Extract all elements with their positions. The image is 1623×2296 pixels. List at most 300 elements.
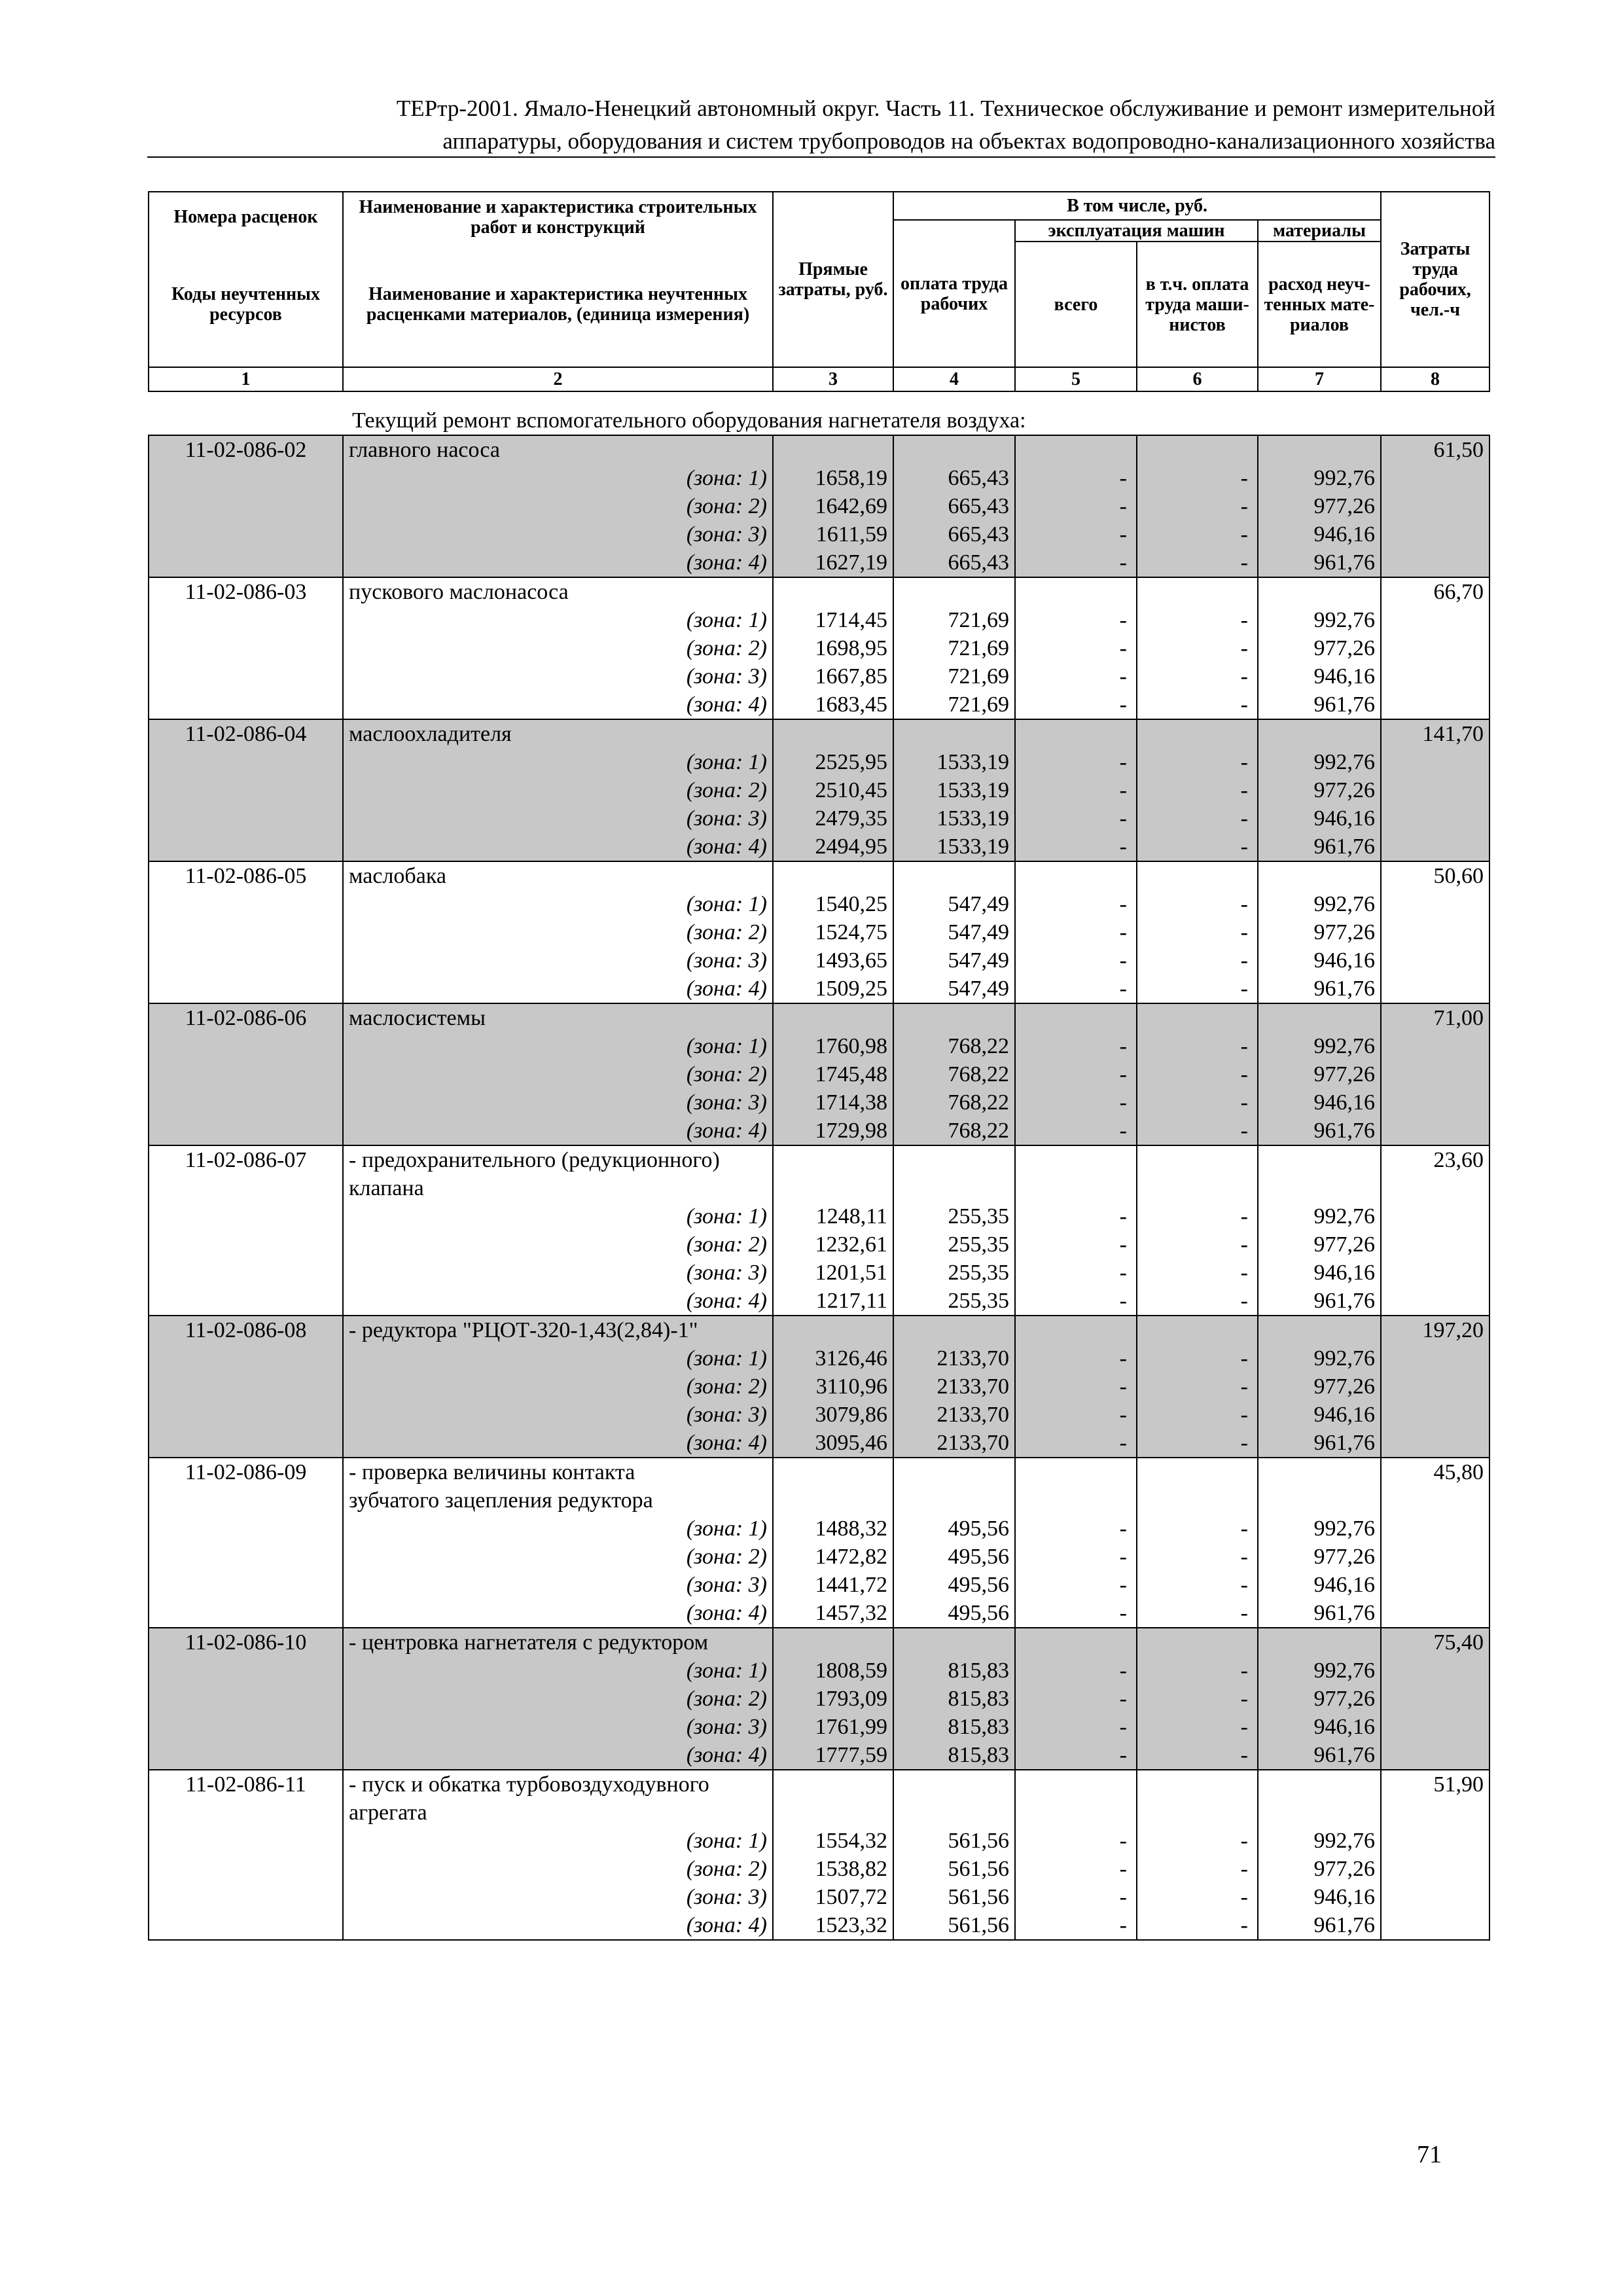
zone-label: (зона: 1) xyxy=(343,1032,773,1060)
machinist-pay: - xyxy=(1137,890,1258,918)
empty-cell xyxy=(1258,1458,1381,1486)
empty-cell xyxy=(1381,975,1489,1003)
machines-total: - xyxy=(1015,1543,1137,1571)
worker-pay: 815,83 xyxy=(893,1741,1015,1770)
machines-total: - xyxy=(1015,1429,1137,1458)
worker-pay: 815,83 xyxy=(893,1713,1015,1741)
zone-label: (зона: 4) xyxy=(343,1911,773,1940)
materials-cost: 992,76 xyxy=(1258,464,1381,492)
worker-pay: 561,56 xyxy=(893,1855,1015,1883)
zone-row xyxy=(149,1883,1489,1911)
machinist-pay: - xyxy=(1137,1372,1258,1401)
empty-cell xyxy=(149,1685,343,1713)
machinist-pay: - xyxy=(1137,1855,1258,1883)
zone-row xyxy=(149,1088,1489,1117)
materials-cost: 961,76 xyxy=(1258,975,1381,1003)
machinist-pay: - xyxy=(1137,662,1258,691)
machines-total: - xyxy=(1015,1088,1137,1117)
empty-cell xyxy=(1137,1770,1258,1799)
empty-cell xyxy=(1258,719,1381,748)
empty-cell xyxy=(1015,1770,1137,1799)
labor-cost: 71,00 xyxy=(1381,1003,1489,1032)
machinist-pay: - xyxy=(1137,776,1258,804)
rate-code: 11-02-086-09 xyxy=(149,1458,343,1486)
empty-cell xyxy=(893,1458,1015,1486)
machinist-pay: - xyxy=(1137,1515,1258,1543)
zone-label: (зона: 2) xyxy=(343,776,773,804)
worker-pay: 561,56 xyxy=(893,1911,1015,1940)
rate-name: - центровка нагнетателя с редуктором xyxy=(343,1628,773,1657)
running-header-line-2: аппаратуры, оборудования и систем трубопроводов на объектах водопроводно-канализационного хозяйства xyxy=(442,128,1495,154)
empty-cell xyxy=(1381,1515,1489,1543)
zone-label: (зона: 1) xyxy=(343,464,773,492)
zone-row xyxy=(149,1202,1489,1230)
materials-cost: 961,76 xyxy=(1258,1741,1381,1770)
rate-name: зубчатого зацепления редуктора xyxy=(343,1486,773,1515)
materials-cost: 946,16 xyxy=(1258,662,1381,691)
direct-cost: 1683,45 xyxy=(773,691,893,719)
direct-cost: 1488,32 xyxy=(773,1515,893,1543)
machines-total: - xyxy=(1015,1855,1137,1883)
rate-title-row xyxy=(149,577,1489,606)
rate-group xyxy=(149,435,1489,577)
empty-cell xyxy=(1381,1685,1489,1713)
zone-label: (зона: 3) xyxy=(343,1259,773,1287)
machinist-pay: - xyxy=(1137,1713,1258,1741)
zone-row xyxy=(149,1543,1489,1571)
empty-cell xyxy=(1381,833,1489,861)
machinist-pay: - xyxy=(1137,748,1258,776)
direct-cost: 1760,98 xyxy=(773,1032,893,1060)
zone-row xyxy=(149,1911,1489,1940)
empty-cell xyxy=(1381,1543,1489,1571)
zone-row xyxy=(149,890,1489,918)
zone-row xyxy=(149,1741,1489,1770)
rate-code: 11-02-086-07 xyxy=(149,1145,343,1174)
empty-cell xyxy=(773,1799,893,1827)
zone-row xyxy=(149,1230,1489,1259)
machines-total: - xyxy=(1015,548,1137,577)
empty-cell xyxy=(893,435,1015,464)
worker-pay: 495,56 xyxy=(893,1515,1015,1543)
direct-cost: 3079,86 xyxy=(773,1401,893,1429)
labor-cost: 23,60 xyxy=(1381,1145,1489,1174)
empty-cell xyxy=(1258,577,1381,606)
empty-cell xyxy=(149,1713,343,1741)
empty-cell xyxy=(1015,1003,1137,1032)
worker-pay: 768,22 xyxy=(893,1032,1015,1060)
empty-cell xyxy=(1381,520,1489,548)
empty-cell xyxy=(773,719,893,748)
worker-pay: 721,69 xyxy=(893,662,1015,691)
empty-cell xyxy=(149,748,343,776)
empty-cell xyxy=(149,1344,343,1372)
empty-cell xyxy=(149,1372,343,1401)
zone-label: (зона: 4) xyxy=(343,1117,773,1145)
zone-row xyxy=(149,1599,1489,1628)
zone-label: (зона: 1) xyxy=(343,1202,773,1230)
machines-total: - xyxy=(1015,1372,1137,1401)
empty-cell xyxy=(149,492,343,520)
labor-cost: 66,70 xyxy=(1381,577,1489,606)
zone-row xyxy=(149,975,1489,1003)
direct-cost: 1698,95 xyxy=(773,634,893,662)
rate-code xyxy=(149,1486,343,1515)
empty-cell xyxy=(149,1571,343,1599)
materials-cost: 992,76 xyxy=(1258,1657,1381,1685)
section-title: Текущий ремонт вспомогательного оборудования нагнетателя воздуха: xyxy=(352,408,1026,433)
zone-row xyxy=(149,1657,1489,1685)
rate-code xyxy=(149,1174,343,1202)
worker-pay: 1533,19 xyxy=(893,776,1015,804)
empty-cell xyxy=(773,1486,893,1515)
worker-pay: 768,22 xyxy=(893,1088,1015,1117)
worker-pay: 2133,70 xyxy=(893,1429,1015,1458)
rate-code: 11-02-086-05 xyxy=(149,861,343,890)
direct-cost: 1217,11 xyxy=(773,1287,893,1316)
machines-total: - xyxy=(1015,464,1137,492)
zone-row xyxy=(149,606,1489,634)
empty-cell xyxy=(1137,1174,1258,1202)
machinist-pay: - xyxy=(1137,1117,1258,1145)
worker-pay: 2133,70 xyxy=(893,1372,1015,1401)
empty-cell xyxy=(149,1855,343,1883)
zone-label: (зона: 1) xyxy=(343,1827,773,1855)
rate-title-row xyxy=(149,1458,1489,1486)
rate-group xyxy=(149,1003,1489,1145)
empty-cell xyxy=(1137,1458,1258,1486)
empty-cell xyxy=(149,1117,343,1145)
materials-cost: 992,76 xyxy=(1258,1344,1381,1372)
zone-row xyxy=(149,1429,1489,1458)
direct-cost: 3126,46 xyxy=(773,1344,893,1372)
worker-pay: 561,56 xyxy=(893,1827,1015,1855)
empty-cell xyxy=(893,1628,1015,1657)
machines-total: - xyxy=(1015,1599,1137,1628)
zone-label: (зона: 3) xyxy=(343,946,773,975)
rates-table xyxy=(148,435,1490,1941)
empty-cell xyxy=(149,1599,343,1628)
materials-cost: 977,26 xyxy=(1258,1372,1381,1401)
machines-total: - xyxy=(1015,1741,1137,1770)
direct-cost: 1248,11 xyxy=(773,1202,893,1230)
empty-cell xyxy=(1137,1628,1258,1657)
zone-label: (зона: 2) xyxy=(343,918,773,946)
materials-group-header: материалы xyxy=(1258,220,1381,242)
machinist-pay: - xyxy=(1137,548,1258,577)
materials-cost: 977,26 xyxy=(1258,1543,1381,1571)
machines-total: - xyxy=(1015,492,1137,520)
running-header-line-1: ТЕРтр-2001. Ямало-Ненецкий автономный округ. Часть 11. Техническое обслуживание и ремонт измерительной xyxy=(396,96,1495,121)
empty-cell xyxy=(1381,1060,1489,1088)
rate-code: 11-02-086-04 xyxy=(149,719,343,748)
empty-cell xyxy=(1258,435,1381,464)
empty-cell xyxy=(1137,861,1258,890)
empty-cell xyxy=(149,804,343,833)
zone-label: (зона: 1) xyxy=(343,1515,773,1543)
zone-label: (зона: 2) xyxy=(343,634,773,662)
worker-pay: 1533,19 xyxy=(893,804,1015,833)
machines-total: - xyxy=(1015,1230,1137,1259)
direct-cost: 1507,72 xyxy=(773,1883,893,1911)
labor-cost: 141,70 xyxy=(1381,719,1489,748)
rate-group xyxy=(149,1145,1489,1316)
zone-row xyxy=(149,776,1489,804)
including-group-header: В том числе, руб. xyxy=(893,192,1381,220)
direct-cost: 1540,25 xyxy=(773,890,893,918)
machines-total: - xyxy=(1015,1060,1137,1088)
empty-cell xyxy=(1381,776,1489,804)
rate-name: - пуск и обкатка турбовоздуходувного xyxy=(343,1770,773,1799)
zone-row xyxy=(149,918,1489,946)
empty-cell xyxy=(1381,1855,1489,1883)
empty-cell xyxy=(1381,662,1489,691)
worker-pay: 2133,70 xyxy=(893,1401,1015,1429)
machinist-pay: - xyxy=(1137,804,1258,833)
zone-label: (зона: 3) xyxy=(343,1883,773,1911)
direct-cost: 1714,45 xyxy=(773,606,893,634)
zone-row xyxy=(149,1344,1489,1372)
materials-cost: 961,76 xyxy=(1258,1287,1381,1316)
worker-pay: 547,49 xyxy=(893,946,1015,975)
worker-pay: 255,35 xyxy=(893,1202,1015,1230)
worker-pay: 665,43 xyxy=(893,520,1015,548)
empty-cell xyxy=(1381,634,1489,662)
empty-cell xyxy=(1381,890,1489,918)
col-number-8: 8 xyxy=(1381,367,1489,391)
machinist-pay: - xyxy=(1137,1344,1258,1372)
worker-pay: 2133,70 xyxy=(893,1344,1015,1372)
empty-cell xyxy=(1015,719,1137,748)
rate-name: клапана xyxy=(343,1174,773,1202)
machines-total: - xyxy=(1015,1713,1137,1741)
worker-pay: 547,49 xyxy=(893,890,1015,918)
machinist-pay: - xyxy=(1137,1599,1258,1628)
worker-pay: 547,49 xyxy=(893,975,1015,1003)
zone-row xyxy=(149,1571,1489,1599)
machinist-pay: - xyxy=(1137,606,1258,634)
labor-cost: 197,20 xyxy=(1381,1316,1489,1344)
zone-row xyxy=(149,1827,1489,1855)
labor-cost xyxy=(1381,1486,1489,1515)
zone-row xyxy=(149,1713,1489,1741)
col-materials-name-header: Наименование и характеристика неучтенных расценками материалов, (единица измерения) xyxy=(343,242,773,367)
direct-cost: 1745,48 xyxy=(773,1060,893,1088)
direct-cost: 1793,09 xyxy=(773,1685,893,1713)
empty-cell xyxy=(149,662,343,691)
rate-name: - проверка величины контакта xyxy=(343,1458,773,1486)
col-number-2: 2 xyxy=(343,367,773,391)
rate-group xyxy=(149,861,1489,1003)
empty-cell xyxy=(1381,492,1489,520)
direct-cost: 1627,19 xyxy=(773,548,893,577)
empty-cell xyxy=(149,691,343,719)
empty-cell xyxy=(893,719,1015,748)
empty-cell xyxy=(893,1486,1015,1515)
rate-name: главного насоса xyxy=(343,435,773,464)
labor-cost: 51,90 xyxy=(1381,1770,1489,1799)
empty-cell xyxy=(893,577,1015,606)
worker-pay: 768,22 xyxy=(893,1060,1015,1088)
zone-label: (зона: 3) xyxy=(343,804,773,833)
machinist-pay: - xyxy=(1137,1032,1258,1060)
empty-cell xyxy=(1381,946,1489,975)
direct-cost: 1523,32 xyxy=(773,1911,893,1940)
materials-cost: 977,26 xyxy=(1258,776,1381,804)
worker-pay: 665,43 xyxy=(893,548,1015,577)
labor-cost: 61,50 xyxy=(1381,435,1489,464)
worker-pay: 255,35 xyxy=(893,1287,1015,1316)
empty-cell xyxy=(149,606,343,634)
worker-pay: 547,49 xyxy=(893,918,1015,946)
empty-cell xyxy=(149,1202,343,1230)
empty-cell xyxy=(1015,1458,1137,1486)
machinist-pay: - xyxy=(1137,1657,1258,1685)
rate-code: 11-02-086-06 xyxy=(149,1003,343,1032)
empty-cell xyxy=(149,776,343,804)
empty-cell xyxy=(1258,861,1381,890)
empty-cell xyxy=(149,1032,343,1060)
empty-cell xyxy=(149,1657,343,1685)
worker-pay: 255,35 xyxy=(893,1259,1015,1287)
empty-cell xyxy=(1381,918,1489,946)
zone-label: (зона: 4) xyxy=(343,1741,773,1770)
empty-cell xyxy=(773,861,893,890)
worker-pay: 815,83 xyxy=(893,1685,1015,1713)
machines-total: - xyxy=(1015,975,1137,1003)
empty-cell xyxy=(1381,1883,1489,1911)
materials-cost: 961,76 xyxy=(1258,833,1381,861)
machinist-pay: - xyxy=(1137,1230,1258,1259)
empty-cell xyxy=(149,890,343,918)
zone-row xyxy=(149,1401,1489,1429)
rate-code xyxy=(149,1799,343,1827)
zone-label: (зона: 4) xyxy=(343,691,773,719)
direct-cost: 3110,96 xyxy=(773,1372,893,1401)
worker-pay: 495,56 xyxy=(893,1599,1015,1628)
materials-cost: 977,26 xyxy=(1258,1855,1381,1883)
empty-cell xyxy=(773,1770,893,1799)
machinist-pay: - xyxy=(1137,520,1258,548)
machinist-pay: - xyxy=(1137,464,1258,492)
materials-cost: 977,26 xyxy=(1258,1230,1381,1259)
empty-cell xyxy=(1258,1799,1381,1827)
materials-cost: 992,76 xyxy=(1258,1827,1381,1855)
machines-total: - xyxy=(1015,918,1137,946)
empty-cell xyxy=(893,1770,1015,1799)
rate-name: - предохранительного (редукционного) xyxy=(343,1145,773,1174)
col-materials-use-header: расход неуч-тенных мате-риалов xyxy=(1258,242,1381,367)
direct-cost: 1457,32 xyxy=(773,1599,893,1628)
zone-label: (зона: 4) xyxy=(343,548,773,577)
machines-total: - xyxy=(1015,662,1137,691)
machines-total: - xyxy=(1015,1202,1137,1230)
machinist-pay: - xyxy=(1137,975,1258,1003)
empty-cell xyxy=(149,464,343,492)
empty-cell xyxy=(893,1316,1015,1344)
rate-title-row xyxy=(149,1486,1489,1515)
empty-cell xyxy=(1137,577,1258,606)
zone-label: (зона: 2) xyxy=(343,1060,773,1088)
zone-label: (зона: 1) xyxy=(343,1657,773,1685)
zone-row xyxy=(149,1032,1489,1060)
empty-cell xyxy=(149,1060,343,1088)
machinist-pay: - xyxy=(1137,1685,1258,1713)
empty-cell xyxy=(1381,1088,1489,1117)
empty-cell xyxy=(149,1287,343,1316)
materials-cost: 992,76 xyxy=(1258,748,1381,776)
zone-label: (зона: 2) xyxy=(343,1543,773,1571)
direct-cost: 1509,25 xyxy=(773,975,893,1003)
zone-label: (зона: 2) xyxy=(343,1685,773,1713)
rate-group xyxy=(149,1628,1489,1770)
zone-row xyxy=(149,520,1489,548)
machines-total: - xyxy=(1015,946,1137,975)
empty-cell xyxy=(1258,1770,1381,1799)
machinist-pay: - xyxy=(1137,946,1258,975)
machinist-pay: - xyxy=(1137,634,1258,662)
empty-cell xyxy=(1137,1003,1258,1032)
materials-cost: 961,76 xyxy=(1258,548,1381,577)
col-rate-number-header: Номера расценок xyxy=(149,192,343,242)
zone-label: (зона: 4) xyxy=(343,975,773,1003)
materials-cost: 992,76 xyxy=(1258,606,1381,634)
zone-label: (зона: 4) xyxy=(343,1287,773,1316)
machines-total: - xyxy=(1015,634,1137,662)
materials-cost: 946,16 xyxy=(1258,1088,1381,1117)
rate-title-row xyxy=(149,1316,1489,1344)
materials-cost: 946,16 xyxy=(1258,1259,1381,1287)
col-work-name-header: Наименование и характеристика строительных работ и конструкций xyxy=(343,192,773,242)
machines-total: - xyxy=(1015,1571,1137,1599)
direct-cost: 1761,99 xyxy=(773,1713,893,1741)
materials-cost: 961,76 xyxy=(1258,1117,1381,1145)
empty-cell xyxy=(149,520,343,548)
rate-code: 11-02-086-10 xyxy=(149,1628,343,1657)
col-machinist-pay-header: в т.ч. оплата труда маши-нистов xyxy=(1137,242,1258,367)
empty-cell xyxy=(1137,1486,1258,1515)
rate-name: пускового маслонасоса xyxy=(343,577,773,606)
zone-row xyxy=(149,1259,1489,1287)
machinist-pay: - xyxy=(1137,1827,1258,1855)
col-number-5: 5 xyxy=(1015,367,1137,391)
rate-group xyxy=(149,1458,1489,1628)
empty-cell xyxy=(1258,1003,1381,1032)
machinist-pay: - xyxy=(1137,1741,1258,1770)
direct-cost: 2494,95 xyxy=(773,833,893,861)
zone-row xyxy=(149,1685,1489,1713)
machines-total: - xyxy=(1015,1883,1137,1911)
rate-name: маслосистемы xyxy=(343,1003,773,1032)
empty-cell xyxy=(1381,1599,1489,1628)
empty-cell xyxy=(773,1174,893,1202)
col-worker-pay-header: оплата труда рабочих xyxy=(893,220,1015,367)
machinist-pay: - xyxy=(1137,1060,1258,1088)
col-number-6: 6 xyxy=(1137,367,1258,391)
machines-total: - xyxy=(1015,748,1137,776)
machines-total: - xyxy=(1015,1287,1137,1316)
materials-cost: 946,16 xyxy=(1258,1571,1381,1599)
direct-cost: 1538,82 xyxy=(773,1855,893,1883)
machinist-pay: - xyxy=(1137,1543,1258,1571)
empty-cell xyxy=(773,577,893,606)
materials-cost: 977,26 xyxy=(1258,1060,1381,1088)
empty-cell xyxy=(1258,1316,1381,1344)
direct-cost: 1472,82 xyxy=(773,1543,893,1571)
worker-pay: 721,69 xyxy=(893,691,1015,719)
zone-label: (зона: 2) xyxy=(343,492,773,520)
machines-total: - xyxy=(1015,520,1137,548)
